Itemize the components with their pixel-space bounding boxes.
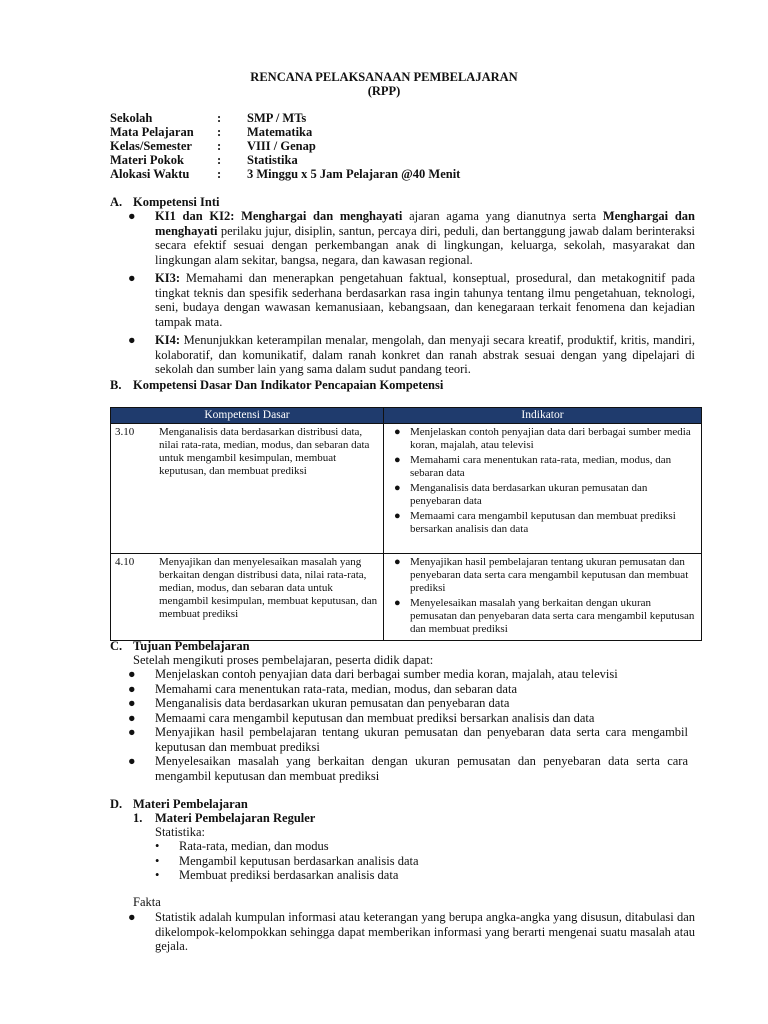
- indicator-item: [388, 510, 697, 536]
- core-competency-list: [128, 209, 695, 381]
- section-letter: C.: [110, 639, 123, 653]
- objective-text: Menjelaskan contoh penyajian data dari berbagai sumber media koran, majalah, atau televisi: [155, 667, 618, 681]
- indicator-text: Memaami cara mengambil keputusan dan membuat prediksi bersarkan analisis dan data: [410, 510, 676, 535]
- indicator-item: [388, 482, 697, 508]
- indicator-item: [388, 454, 697, 480]
- objective-text: Memaami cara mengambil keputusan dan membuat prediksi bersarkan analisis dan data: [155, 710, 595, 725]
- objective-text: Menganalisis data berdasarkan ukuran pemusatan dan penyebaran data: [155, 696, 510, 710]
- topic-list: [155, 839, 419, 883]
- column-header-kd: Kompetensi Dasar: [111, 408, 384, 424]
- bullet-icon: ●: [128, 710, 136, 725]
- ki-lead: KI1 dan KI2: Menghargai dan menghayati: [155, 209, 403, 223]
- identity-label: Materi Pokok: [110, 153, 184, 167]
- objective-text: Menyajikan hasil pembelajaran tentang ukuran pemusatan dan penyebaran data serta cara mengambil keputusan dan membuat prediksi: [155, 725, 688, 754]
- section-letter: D.: [110, 797, 123, 811]
- bullet-icon: •: [155, 853, 160, 868]
- section-letter: B.: [110, 378, 122, 392]
- topic-text: Membuat prediksi berdasarkan analisis data: [179, 868, 399, 882]
- bullet-icon: ●: [128, 725, 136, 739]
- section-title: Tujuan Pembelajaran: [133, 639, 250, 653]
- subheading-number: 1.: [133, 811, 143, 825]
- list-item: [128, 711, 688, 726]
- identity-label: Alokasi Waktu: [110, 167, 190, 181]
- ki-lead: KI4:: [155, 333, 180, 347]
- identity-label: Kelas/Semester: [110, 139, 192, 153]
- subheading-title: Materi Pembelajaran Reguler: [155, 811, 316, 825]
- section-b-heading: [110, 378, 443, 393]
- bullet-icon: ●: [394, 454, 401, 466]
- identity-colon: :: [217, 153, 222, 167]
- list-item: [128, 725, 688, 754]
- bullet-icon: •: [155, 839, 160, 853]
- indicator-cell: [384, 554, 702, 641]
- identity-colon: :: [217, 167, 222, 181]
- list-item: [128, 209, 695, 267]
- identity-value: Statistika: [247, 153, 298, 167]
- fakta-list: [128, 910, 695, 958]
- kd-code: 4.10: [111, 554, 156, 641]
- objective-list: [128, 667, 688, 783]
- table-row: [111, 424, 702, 554]
- indicator-item: [388, 597, 697, 636]
- list-item: [155, 854, 419, 869]
- list-item: [128, 910, 695, 954]
- table-row: [111, 554, 702, 641]
- bullet-icon: ●: [394, 426, 401, 438]
- bullet-icon: ●: [394, 482, 401, 494]
- list-item: [128, 333, 695, 377]
- kd-code: 3.10: [111, 424, 156, 554]
- list-item: [128, 667, 688, 682]
- competency-table: [110, 407, 702, 641]
- bullet-icon: ●: [128, 681, 136, 696]
- identity-value: 3 Minggu x 5 Jam Pelajaran @40 Menit: [247, 167, 461, 181]
- indicator-text: Menyelesaikan masalah yang berkaitan dengan ukuran pemusatan dan penyebaran data serta cara mengambil keputusan dan membuat prediksi: [410, 597, 695, 635]
- ki-emphasis: Menghargai dan menghayati: [155, 209, 695, 238]
- bullet-icon: ●: [128, 271, 136, 285]
- ki-text: Memahami dan menerapkan pengetahuan faktual, konseptual, prosedural, dan metakognitif pada tingkat teknis dan spesifik sederhana berdasarkan rasa ingin tahunya tentang ilmu pengetahuan, teknologi, seni, budaya dengan wawasan kemanusiaan, kebangsaan, dan kenegaraan terkait fenomena dan kejadian tampak mata.: [155, 271, 695, 329]
- bullet-icon: ●: [128, 754, 136, 768]
- bullet-icon: ●: [128, 667, 136, 681]
- indicator-item: [388, 426, 697, 452]
- objective-intro: Setelah mengikuti proses pembelajaran, peserta didik dapat:: [133, 653, 434, 667]
- list-item: [128, 754, 688, 783]
- document-title: RENCANA PELAKSANAAN PEMBELAJARAN: [250, 70, 518, 84]
- identity-value: VIII / Genap: [247, 139, 316, 153]
- bullet-icon: ●: [394, 556, 401, 568]
- list-item: [128, 271, 695, 329]
- identity-label: Mata Pelajaran: [110, 125, 194, 139]
- list-item: [128, 696, 688, 711]
- section-title: Materi Pembelajaran: [133, 797, 248, 811]
- bullet-icon: ●: [128, 333, 136, 347]
- bullet-icon: ●: [394, 510, 401, 522]
- identity-label: Sekolah: [110, 111, 153, 125]
- indicator-item: [388, 556, 697, 595]
- ki-lead: KI3:: [155, 271, 180, 285]
- material-subheading: [133, 811, 315, 826]
- table-header-row: [111, 408, 702, 424]
- objective-text: Memahami cara menentukan rata-rata, median, modus, dan sebaran data: [155, 681, 517, 696]
- bullet-icon: ●: [128, 209, 136, 223]
- section-title: Kompetensi Inti: [133, 195, 220, 209]
- fakta-label: Fakta: [133, 895, 161, 909]
- indicator-text: Menganalisis data berdasarkan ukuran pemusatan dan penyebaran data: [410, 482, 648, 507]
- ki-text: Menunjukkan keterampilan menalar, mengolah, dan menyaji secara kreatif, produktif, kritis, mandiri, kolaboratif, dan komunikatif, dalam ranah konkret dan ranah abstrak sesuai dengan yang dipelajari di sekolah dan sumber lain yang sama dalam sudut pandang teori.: [155, 333, 695, 376]
- bullet-icon: ●: [394, 597, 401, 609]
- material-topic: Statistika:: [155, 825, 205, 839]
- indicator-cell: [384, 424, 702, 554]
- identity-colon: :: [217, 125, 222, 139]
- topic-text: Rata-rata, median, dan modus: [179, 839, 329, 853]
- fakta-text: Statistik adalah kumpulan informasi atau keterangan yang berupa angka-angka yang disusun, ditabulasi dan dikelompok-kelompokkan sehingga dapat memberikan informasi yang berarti mengenai suatu masalah atau gejala.: [155, 910, 695, 953]
- section-a-heading: [110, 195, 219, 210]
- section-c-heading: [110, 639, 250, 654]
- identity-colon: :: [217, 111, 222, 125]
- bullet-icon: ●: [128, 910, 136, 924]
- section-d-heading: [110, 797, 248, 812]
- kd-description: Menganalisis data berdasarkan distribusi data, nilai rata-rata, median, modus, dan sebaran data untuk mengambil kesimpulan, membuat keputusan, dan membuat prediksi: [155, 424, 384, 554]
- section-title: Kompetensi Dasar Dan Indikator Pencapaian Kompetensi: [133, 378, 444, 392]
- bullet-icon: ●: [128, 696, 136, 710]
- indicator-text: Menjelaskan contoh penyajian data dari berbagai sumber media koran, majalah, atau televisi: [410, 426, 691, 451]
- list-item: [155, 839, 419, 854]
- list-item: [155, 868, 419, 883]
- identity-colon: :: [217, 139, 222, 153]
- indicator-text: Menyajikan hasil pembelajaran tentang ukuran pemusatan dan penyebaran data serta cara mengambil keputusan dan membuat prediksi: [410, 556, 689, 594]
- identity-value: Matematika: [247, 125, 313, 139]
- column-header-indicator: Indikator: [384, 408, 702, 424]
- identity-value: SMP / MTs: [247, 111, 307, 125]
- topic-text: Mengambil keputusan berdasarkan analisis data: [179, 853, 419, 868]
- bullet-icon: •: [155, 868, 160, 882]
- section-letter: A.: [110, 195, 123, 209]
- kd-description: Menyajikan dan menyelesaikan masalah yang berkaitan dengan distribusi data, nilai rata-rata, median, modus, dan sebaran data untuk mengambil kesimpulan, membuat keputusan, dan membuat prediksi: [155, 554, 384, 641]
- document-subtitle: (RPP): [367, 84, 401, 98]
- indicator-text: Memahami cara menentukan rata-rata, median, modus, dan sebaran data: [410, 454, 672, 479]
- list-item: [128, 682, 688, 697]
- ki-text: perilaku jujur, disiplin, santun, percaya diri, peduli, dan bertanggung jawab dalam berinteraksi secara efektif sesuai dengan perkembangan anak di lingkungan, keluarga, sekolah, masyarakat dan lingkungan alam sekitar, bangsa, negara, dan kawasan regional.: [155, 223, 695, 267]
- objective-text: Menyelesaikan masalah yang berkaitan dengan ukuran pemusatan dan penyebaran data serta cara mengambil keputusan dan membuat prediksi: [155, 754, 688, 783]
- ki-text: ajaran agama yang dianutnya serta: [402, 209, 603, 223]
